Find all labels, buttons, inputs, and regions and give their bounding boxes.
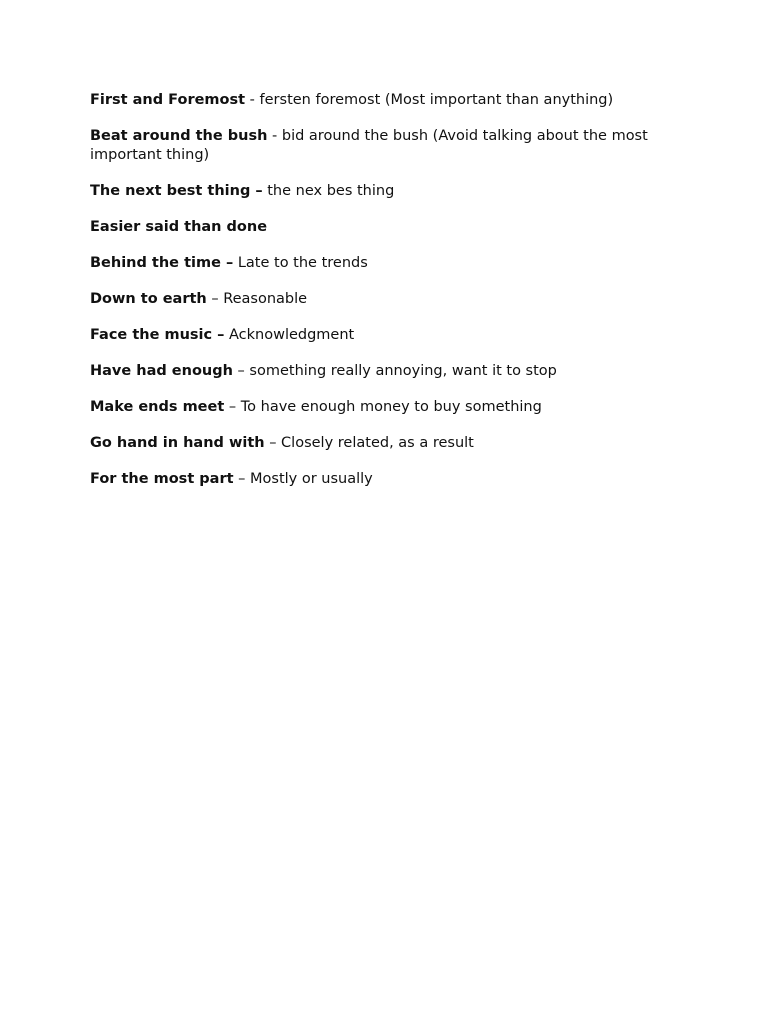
- idiom-definition: – Reasonable: [206, 291, 308, 307]
- idiom-entry: [90, 470, 690, 489]
- idiom-definition: Acknowledgment: [224, 327, 355, 343]
- idiom-term: Behind the time –: [90, 255, 234, 271]
- idiom-term: The next best thing –: [90, 183, 263, 199]
- idiom-term: Go hand in hand with: [90, 435, 265, 451]
- idiom-entry: [90, 218, 690, 237]
- idiom-term: First and Foremost: [90, 92, 246, 108]
- idiom-entry: [90, 398, 690, 417]
- idiom-entry: [90, 91, 690, 110]
- idiom-entry: [90, 290, 690, 309]
- document-page: [90, 91, 690, 506]
- idiom-entry: [90, 182, 690, 201]
- idiom-definition: Late to the trends: [233, 255, 368, 271]
- idiom-term: Down to earth: [90, 291, 207, 307]
- idiom-definition: – To have enough money to buy something: [224, 399, 542, 415]
- idiom-definition: the nex bes thing: [262, 183, 395, 199]
- idiom-definition: – something really annoying, want it to stop: [232, 363, 557, 379]
- idiom-entry: [90, 326, 690, 345]
- idiom-definition: - fersten foremost (Most important than anything): [245, 92, 614, 108]
- idiom-entry: [90, 254, 690, 273]
- idiom-term: Face the music –: [90, 327, 225, 343]
- idiom-definition: – Mostly or usually: [233, 471, 373, 487]
- idiom-definition: – Closely related, as a result: [264, 435, 474, 451]
- idiom-entry: [90, 434, 690, 453]
- idiom-term: Make ends meet: [90, 399, 225, 415]
- idiom-entry: [90, 362, 690, 381]
- idiom-term: Easier said than done: [90, 219, 268, 235]
- idiom-term: For the most part: [90, 471, 234, 487]
- idiom-term: Have had enough: [90, 363, 233, 379]
- idiom-definition: - bid around the bush (Avoid talking about the most important thing): [90, 128, 648, 163]
- idiom-term: Beat around the bush: [90, 128, 268, 144]
- idiom-entry: [90, 127, 690, 165]
